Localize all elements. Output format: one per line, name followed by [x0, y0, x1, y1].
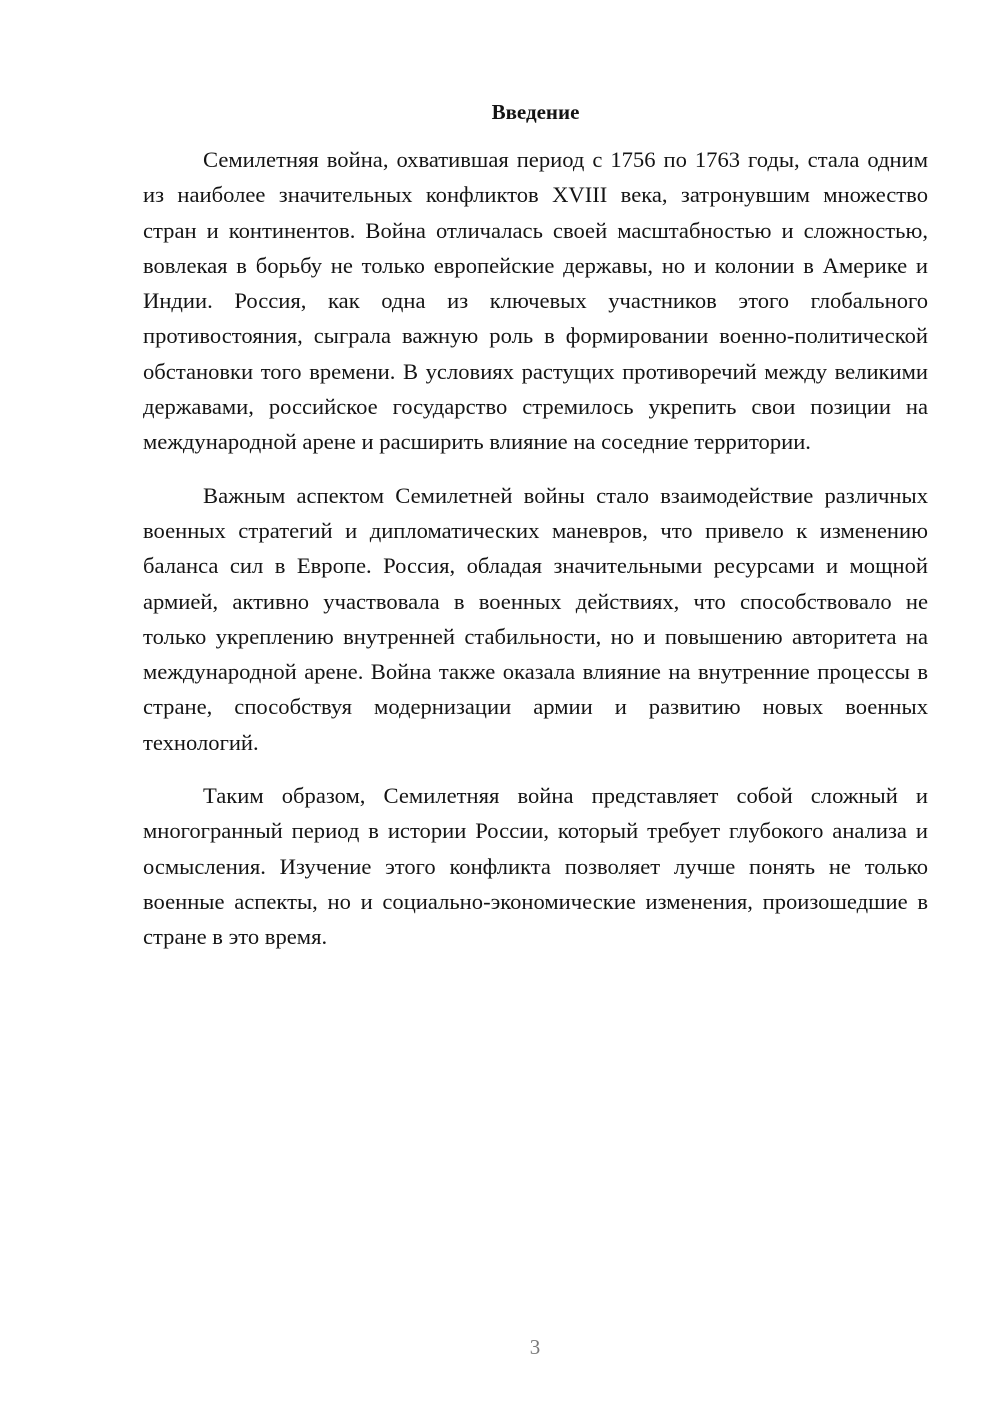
page-number: 3	[529, 1335, 541, 1359]
body-text	[143, 142, 928, 955]
section-heading: Введение	[491, 100, 580, 124]
paragraph-1: Семилетняя война, охватившая период с 1756 по 1763 годы, стала одним из наиболее значительных конфликтов XVIII века, затронувшим множество стран и континентов. Война отличалась своей масштабностью и сложностью, вовлекая в борьбу не только европейские державы, но и колонии в Америке и Индии. Россия, как одна из ключевых участников этого глобального противостояния, сыграла важную роль в формировании военно-политической обстановки того времени. В условиях растущих противоречий между великими державами, российское государство стремилось укрепить свои позиции на международной арене и расширить влияние на соседние территории.	[143, 147, 928, 455]
paragraph-3: Таким образом, Семилетняя война представляет собой сложный и многогранный период в истории России, который требует глубокого анализа и осмысления. Изучение этого конфликта позволяет лучше понять не только военные аспекты, но и социально-экономические изменения, произошедшие в стране в это время.	[143, 783, 928, 950]
paragraph-2: Важным аспектом Семилетней войны стало взаимодействие различных военных стратегий и дипломатических маневров, что привело к изменению баланса сил в Европе. Россия, обладая значительными ресурсами и мощной армией, активно участвовала в военных действиях, что способствовало не только укреплению внутренней стабильности, но и повышению авторитета на международной арене. Война также оказала влияние на внутренние процессы в стране, способствуя модернизации армии и развитию новых военных технологий.	[143, 482, 928, 755]
